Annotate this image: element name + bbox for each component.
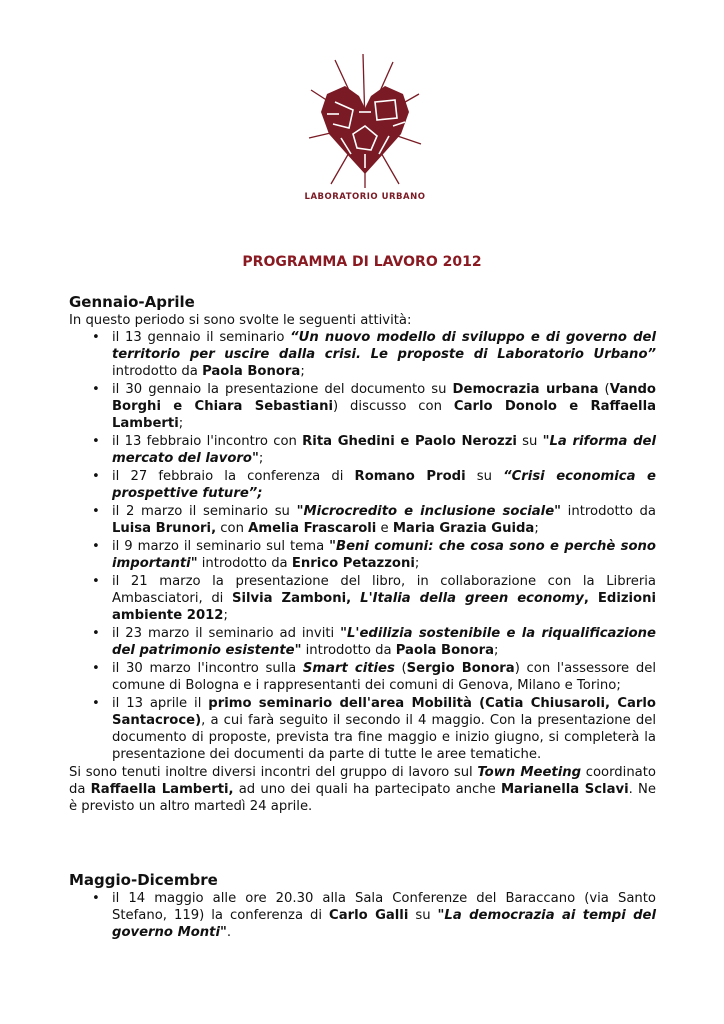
text-run: "L'edilizia sostenibile e la riqualificazione del patrimonio esistente" xyxy=(112,626,657,658)
text-run: “Crisi economica e prospettive future”; xyxy=(112,469,656,501)
text-run: L'Italia della green economy xyxy=(360,591,584,606)
text-run: ; xyxy=(178,416,184,431)
list-item xyxy=(112,660,656,694)
text-run: introdotto da xyxy=(561,504,657,519)
list-item xyxy=(112,433,656,467)
logo-mark-icon xyxy=(305,50,425,190)
text-run: ( xyxy=(598,382,610,397)
text-run: su xyxy=(516,434,543,449)
text-run: Enrico Petazzoni xyxy=(291,556,415,571)
text-run: ) discusso con xyxy=(333,399,454,414)
text-run: e xyxy=(376,521,393,536)
text-run: ( xyxy=(394,661,407,676)
text-run: Paola Bonora xyxy=(395,643,494,658)
text-run: “Un nuovo modello di sviluppo e di governo del territorio per uscire dalla crisi. Le proposte di Laboratorio Urbano” xyxy=(112,330,656,362)
text-run: Paola Bonora xyxy=(202,364,301,379)
list-item xyxy=(112,890,656,941)
text-run: coordinato da xyxy=(69,765,656,797)
section-intro: In questo periodo si sono svolte le seguenti attività: xyxy=(69,313,412,328)
text-run: il 27 febbraio la conferenza di xyxy=(112,469,355,484)
text-run: Maria Grazia Guida xyxy=(392,521,535,536)
text-run: ) con l'assessore del comune di Bologna e i rappresentanti dei comuni di Genova, Milano e Torino; xyxy=(112,661,656,693)
text-run: Microcredito e inclusione sociale xyxy=(303,504,555,519)
logo xyxy=(295,50,435,202)
text-run: primo seminario dell'area Mobilità (Catia Chiusaroli, Carlo Santacroce) xyxy=(112,696,656,728)
text-run: Romano Prodi xyxy=(354,469,466,484)
text-run: ; xyxy=(414,556,420,571)
text-run: Marianella Sclavi xyxy=(500,782,629,797)
list-item xyxy=(112,503,656,537)
text-run: Raffaella Lamberti, xyxy=(90,782,234,797)
text-run: Beni comuni: che cosa sono e perchè sono importanti xyxy=(112,539,656,571)
section-heading: Maggio-Dicembre xyxy=(69,871,218,889)
text-run: il 30 marzo l'incontro sulla xyxy=(112,661,303,676)
text-run: introdotto da xyxy=(112,364,203,379)
text-run: Carlo Galli xyxy=(329,908,409,923)
text-run: Carlo Donolo e Raffaella Lamberti xyxy=(112,399,656,431)
text-run: Rita Ghedini e Paolo Nerozzi xyxy=(302,434,517,449)
list-item xyxy=(112,538,656,572)
list-item xyxy=(112,573,656,624)
text-run: ; xyxy=(300,364,305,379)
activity-list xyxy=(69,890,656,941)
list-item xyxy=(112,329,656,380)
text-run: ; xyxy=(493,643,499,658)
section-maggio-dicembre xyxy=(69,871,656,942)
text-run: . Ne è previsto un altro martedì 24 aprile. xyxy=(69,782,656,814)
list-item xyxy=(112,468,656,502)
text-run: il 14 maggio alle ore 20.30 alla Sala Conferenze del Baraccano (via Santo Stefano, 119) la conferenza di xyxy=(112,891,656,923)
text-run: " xyxy=(329,539,337,554)
page-title: PROGRAMMA DI LAVORO 2012 xyxy=(242,254,482,270)
logo-text: LABORATORIO URBANO xyxy=(304,192,426,202)
text-run: introdotto da xyxy=(301,643,396,658)
text-run: "La riforma del mercato del lavoro" xyxy=(112,434,656,466)
text-run: su xyxy=(465,469,504,484)
text-run: "La democrazia ai tempi del governo Monti" xyxy=(112,908,656,940)
text-run: . xyxy=(226,925,232,940)
text-run: il 9 marzo il seminario sul tema xyxy=(112,539,330,554)
text-run: introdotto da xyxy=(197,556,292,571)
text-run: il 30 gennaio la presentazione del documento su xyxy=(112,382,453,397)
section-gennaio-aprile xyxy=(69,293,656,815)
text-run: " xyxy=(554,504,562,519)
text-run: Smart cities xyxy=(302,661,395,676)
text-run: il 13 aprile il xyxy=(112,696,209,711)
text-run: Vando Borghi e Chiara Sebastiani xyxy=(112,382,656,414)
text-run: Sergio Bonora xyxy=(406,661,515,676)
text-run: ; xyxy=(258,451,264,466)
text-run: , Edizioni ambiente 2012 xyxy=(112,591,657,623)
list-item xyxy=(112,381,656,432)
section-heading: Gennaio-Aprile xyxy=(69,293,195,311)
text-run: su xyxy=(408,908,438,923)
closing-paragraph xyxy=(69,764,656,815)
text-run: il 21 marzo la presentazione del libro, in collaborazione con la Libreria Ambasciatori, di xyxy=(112,574,656,606)
text-run: Silvia Zamboni, xyxy=(231,591,361,606)
text-run: con xyxy=(216,521,249,536)
activity-list xyxy=(69,329,656,763)
text-run: il 13 gennaio il seminario xyxy=(112,330,291,345)
text-run: il 13 febbraio l'incontro con xyxy=(112,434,303,449)
text-run: il 2 marzo il seminario su xyxy=(112,504,297,519)
text-run: " xyxy=(296,504,304,519)
text-run: Si sono tenuti inoltre diversi incontri del gruppo di lavoro sul xyxy=(69,765,478,780)
text-run: Town Meeting xyxy=(477,765,582,780)
list-item xyxy=(112,625,656,659)
text-run: il 23 marzo il seminario ad inviti xyxy=(112,626,341,641)
text-run: Amelia Frascaroli xyxy=(248,521,377,536)
text-run: ad uno dei quali ha partecipato anche xyxy=(233,782,501,797)
text-run: ; xyxy=(223,608,228,623)
text-run: " xyxy=(190,556,198,571)
text-run: , a cui farà seguito il secondo il 4 maggio. Con la presentazione del documento di proposte, prevista tra fine maggio e inizio giugno, si completerà la presentazione dei documenti da parte di tutte le aree tematiche. xyxy=(112,713,656,762)
text-run: Democrazia urbana xyxy=(452,382,599,397)
text-run: Luisa Brunori, xyxy=(112,521,217,536)
text-run: ; xyxy=(534,521,539,536)
list-item xyxy=(112,695,656,763)
